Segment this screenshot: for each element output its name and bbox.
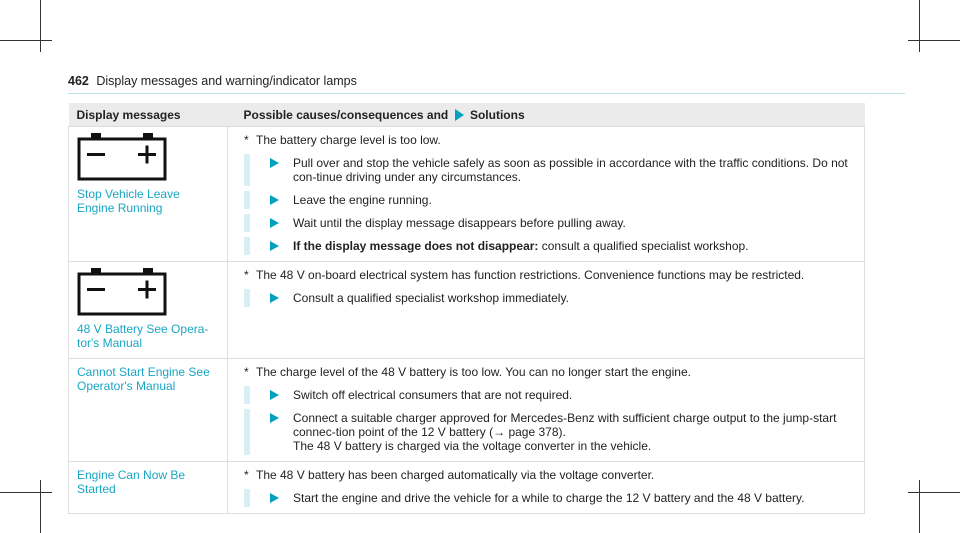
- column-header-solutions-label: Solutions: [469, 108, 525, 122]
- crop-mark: [40, 480, 41, 533]
- battery-icon: [77, 268, 167, 316]
- step-arrow-icon: [270, 293, 279, 303]
- message-cell: [69, 359, 228, 462]
- display-message: 48 V Battery See Opera-tor's Manual: [77, 322, 209, 350]
- column-header-messages: Display messages: [69, 103, 228, 127]
- step-arrow-icon: [270, 413, 279, 423]
- display-message: Cannot Start Engine See Operator's Manual: [77, 365, 210, 393]
- step-arrow-icon: [270, 158, 279, 168]
- crop-mark: [40, 0, 41, 52]
- display-message: Stop Vehicle Leave Engine Running: [77, 187, 180, 215]
- solution-step: If the display message does not disappear: consult a qualified specialist workshop.: [244, 239, 856, 253]
- step-arrow-icon: [270, 195, 279, 205]
- solution-step: Connect a suitable charger approved for Mercedes-Benz with sufficient charge output to the jump-start connec-tion point of the 12 V battery (→ page 378). The 48 V battery is charged via the voltage converter in the vehicle.: [244, 411, 856, 453]
- solution-step: Start the engine and drive the vehicle for a while to charge the 12 V battery and the 48 V battery.: [244, 491, 856, 505]
- cause-cell: [228, 127, 865, 262]
- cause-text: * The 48 V battery has been charged automatically via the voltage converter.: [244, 468, 655, 482]
- table-header-row: [69, 103, 865, 127]
- step-arrow-icon: [270, 218, 279, 228]
- cause-cell: [228, 462, 865, 514]
- page-number: 462: [68, 74, 89, 88]
- solution-step: Pull over and stop the vehicle safely as soon as possible in accordance with the traffic conditions. Do not con-tinue driving under any circumstances.: [244, 156, 856, 184]
- column-header-causes: [228, 103, 865, 127]
- table-row: [69, 127, 865, 262]
- display-message: Engine Can Now Be Started: [77, 468, 186, 496]
- cause-text: * The 48 V on-board electrical system has function restrictions. Convenience functions may be restricted.: [244, 268, 805, 282]
- column-header-causes-label: Possible causes/consequences and: [243, 108, 449, 122]
- crop-mark: [0, 492, 52, 493]
- header-rule: [68, 93, 905, 94]
- page-title: Display messages and warning/indicator lamps: [96, 74, 357, 88]
- message-cell: [69, 127, 228, 262]
- table-row: [69, 462, 865, 514]
- cause-text: * The battery charge level is too low.: [244, 133, 441, 147]
- page-header: [68, 74, 357, 88]
- table-row: [69, 359, 865, 462]
- step-arrow-icon: [270, 390, 279, 400]
- crop-mark: [908, 492, 960, 493]
- solution-step: Leave the engine running.: [244, 193, 856, 207]
- step-arrow-icon: [270, 493, 279, 503]
- solution-step: Wait until the display message disappears before pulling away.: [244, 216, 856, 230]
- message-cell: [69, 462, 228, 514]
- crop-mark: [0, 40, 52, 41]
- crop-mark: [919, 0, 920, 52]
- step-arrow-icon: [270, 241, 279, 251]
- display-messages-table: [68, 103, 865, 514]
- solution-step: Consult a qualified specialist workshop immediately.: [244, 291, 856, 305]
- solution-step: Switch off electrical consumers that are not required.: [244, 388, 856, 402]
- solution-arrow-icon: [455, 109, 464, 121]
- table-row: [69, 262, 865, 359]
- message-cell: [69, 262, 228, 359]
- cause-cell: [228, 262, 865, 359]
- cause-text: * The charge level of the 48 V battery is too low. You can no longer start the engine.: [244, 365, 691, 379]
- crop-mark: [908, 40, 960, 41]
- cause-cell: [228, 359, 865, 462]
- battery-icon: [77, 133, 167, 181]
- crop-mark: [919, 480, 920, 533]
